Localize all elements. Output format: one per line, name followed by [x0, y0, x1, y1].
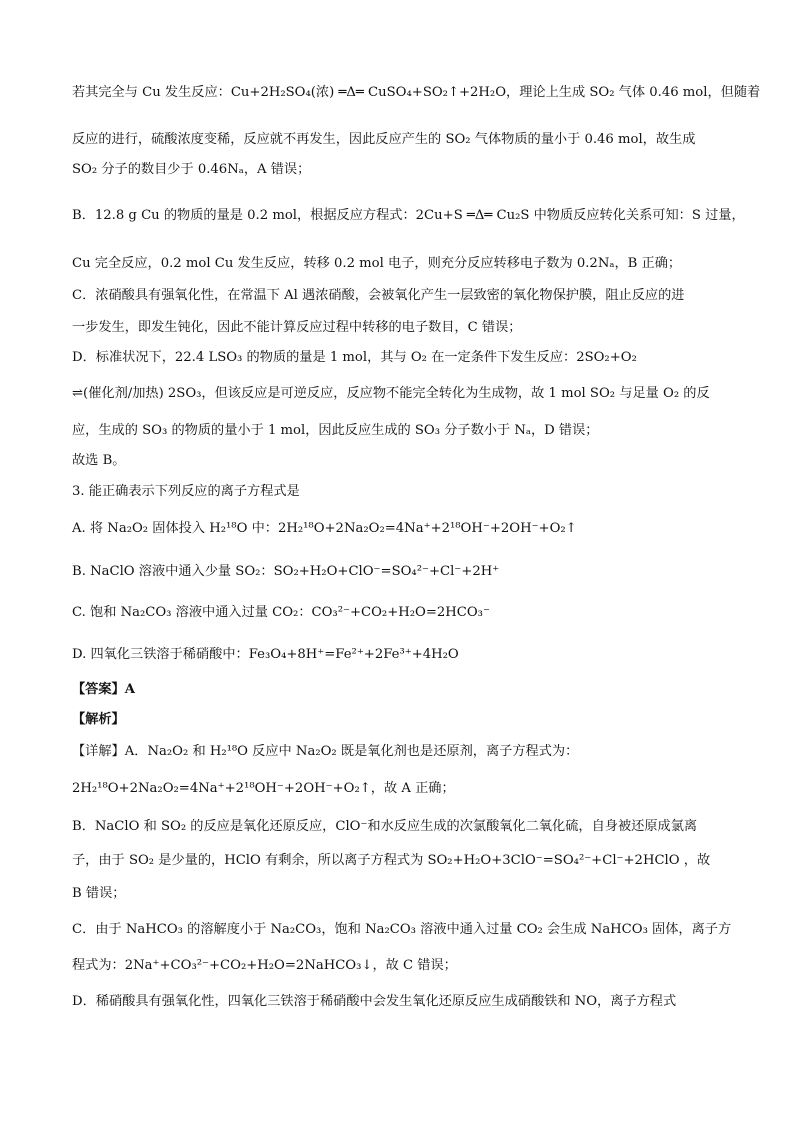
detail-a: 【详解】A．Na₂O₂ 和 H₂¹⁸O 反应中 Na₂O₂ 既是氧化剂也是还原剂，离子方程式为： — [72, 744, 579, 759]
text-line: C．浓硝酸具有强氧化性，在常温下 Al 遇浓硝酸，会被氧化产生一层致密的氧化物保护膜，阻止反应的进 — [72, 288, 685, 303]
text-line: D．标准状况下，22.4 LSO₃ 的物质的量是 1 mol，其与 O₂ 在一定条件下发生反应：2SO₂+O₂ — [72, 350, 637, 365]
text-line: B 错误； — [72, 886, 126, 901]
text-line: B．12.8 g Cu 的物质的量是 0.2 mol，根据反应方程式：2Cu+S ═Δ═ Cu₂S 中物质反应转化关系可知：S 过量， — [72, 208, 745, 223]
text-line: 反应的进行，硫酸浓度变稀，反应就不再发生，因此反应产生的 SO₂ 气体物质的量小于 0.46 mol，故生成 — [72, 132, 696, 147]
option-d: D. 四氧化三铁溶于稀硝酸中：Fe₃O₄+8H⁺=Fe²⁺+2Fe³⁺+4H₂O — [72, 647, 459, 662]
text-line: 应，生成的 SO₃ 的物质的量小于 1 mol，因此反应生成的 SO₃ 分子数小于 Nₐ，D 错误； — [72, 423, 599, 438]
option-a: A. 将 Na₂O₂ 固体投入 H₂¹⁸O 中：2H₂¹⁸O+2Na₂O₂=4Na⁺+2¹⁸OH⁻+2OH⁻+O₂↑ — [72, 521, 577, 536]
option-b: B. NaClO 溶液中通入少量 SO₂：SO₂+H₂O+ClO⁻=SO₄²⁻+Cl⁻+2H⁺ — [72, 564, 500, 579]
text-line: 若其完全与 Cu 发生反应：Cu+2H₂SO₄(浓) ═Δ═ CuSO₄+SO₂↑+2H₂O，理论上生成 SO₂ 气体 0.46 mol，但随着 — [72, 85, 761, 100]
detail-b: B．NaClO 和 SO₂ 的反应是氧化还原反应，ClO⁻和水反应生成的次氯酸氧化二氧化硫，自身被还原成氯离 — [72, 819, 698, 834]
text-line: 子，由于 SO₂ 是少量的，HClO 有剩余，所以离子方程式为 SO₂+H₂O+3ClO⁻=SO₄²⁻+Cl⁻+2HClO ，故 — [72, 853, 711, 868]
text-line: SO₂ 分子的数目少于 0.46Nₐ，A 错误； — [72, 162, 311, 177]
equation-line: 2H₂¹⁸O+2Na₂O₂=4Na⁺+2¹⁸OH⁻+2OH⁻+O₂↑，故 A 正确； — [72, 781, 455, 796]
analysis-label: 【解析】 — [72, 712, 125, 727]
text-line: Cu 完全反应，0.2 mol Cu 发生反应，转移 0.2 mol 电子，则充分反应转移电子数为 0.2Nₐ，B 正确； — [72, 256, 682, 271]
detail-d: D．稀硝酸具有强氧化性，四氧化三铁溶于稀硝酸中会发生氧化还原反应生成硝酸铁和 NO，离子方程式 — [72, 994, 677, 1009]
question-title: 3. 能正确表示下列反应的离子方程式是 — [72, 484, 300, 499]
detail-c: C．由于 NaHCO₃ 的溶解度小于 Na₂CO₃，饱和 Na₂CO₃ 溶液中通入过量 CO₂ 会生成 NaHCO₃ 固体，离子方 — [72, 922, 732, 937]
answer-label: 【答案】A — [72, 682, 135, 697]
text-line: 一步发生，即发生钝化，因此不能计算反应过程中转移的电子数目，C 错误； — [72, 320, 522, 335]
text-line: 故选 B。 — [72, 453, 126, 468]
text-line: ⇌(催化剂/加热) 2SO₃，但该反应是可逆反应，反应物不能完全转化为生成物，故 1 mol SO₂ 与足量 O₂ 的反 — [72, 386, 710, 401]
option-c: C. 饱和 Na₂CO₃ 溶液中通入过量 CO₂：CO₃²⁻+CO₂+H₂O=2HCO₃⁻ — [72, 605, 490, 620]
text-line: 程式为：2Na⁺+CO₃²⁻+CO₂+H₂O=2NaHCO₃↓，故 C 错误； — [72, 958, 457, 973]
